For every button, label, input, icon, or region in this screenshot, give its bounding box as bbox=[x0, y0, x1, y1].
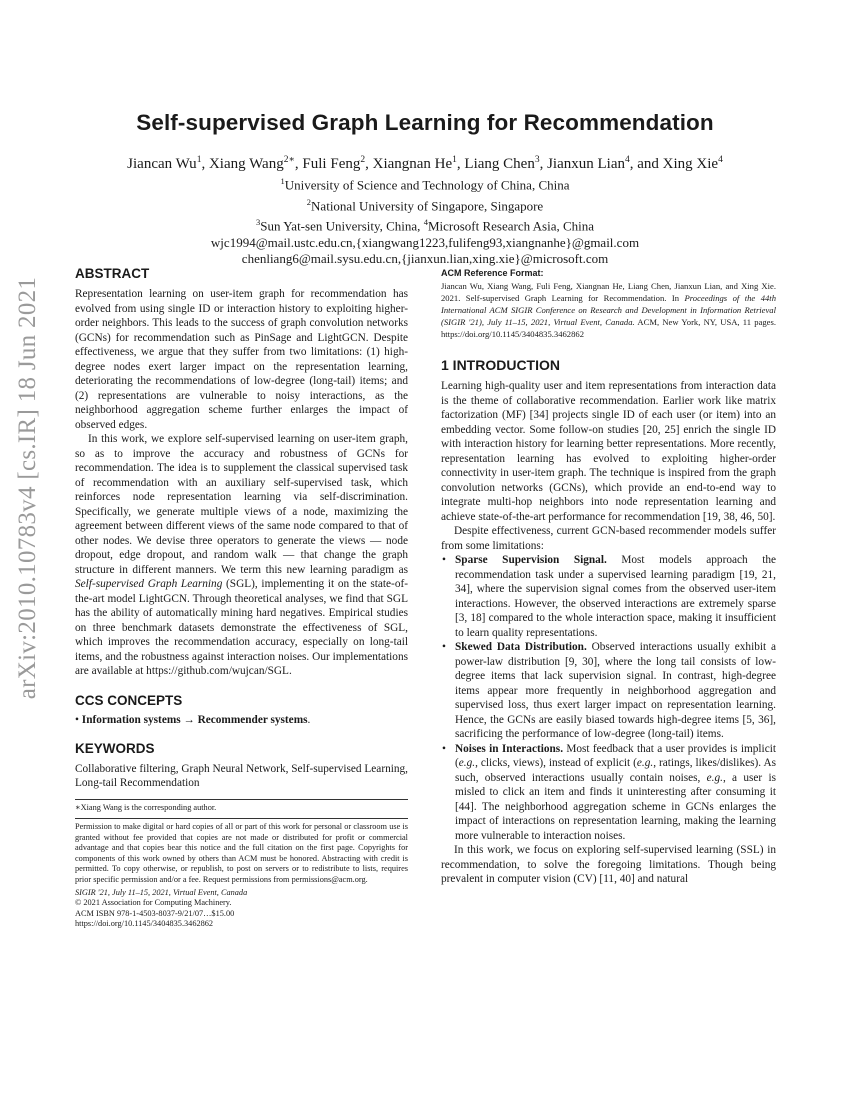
author-name: Xiang Wang bbox=[208, 156, 284, 172]
footnote-divider bbox=[75, 818, 408, 819]
author-name: Jiancan Wu bbox=[127, 156, 197, 172]
acm-reference-text: Jiancan Wu, Xiang Wang, Fuli Feng, Xiangnan He, Liang Chen, Jianxun Lian, and Xing Xie. 2021. Self-supervised Graph Learning for Recommendation. In Proceedings of the 44th International ACM SIGIR Conference on Research and Development in Information Retrieval (SIGIR '21), July 11–15, 2021, Virtual Event, Canada. ACM, New York, NY, USA, 11 pages. https://doi.org/10.1145/3404835.3462862 bbox=[441, 281, 776, 340]
ccs-concepts: • Information systems → Recommender systems. bbox=[75, 713, 311, 726]
affiliation-line: $^1$University of Science and Technology of China, China bbox=[280, 176, 570, 193]
limitations-list bbox=[441, 553, 776, 843]
author-affil-sup: 4 bbox=[718, 155, 723, 165]
list-item: • Skewed Data Distribution. Observed interactions usually exhibit a power-law distribution [9, 30], where the long tail consists of low-degree items that lack supervision signal. In contrast, high-degree items appear more frequently in neighborhood aggregation and supervised loss, thus exert larger impact on representation learning. Hence, the GCNs are easily biased towards high-degree items [5, 36], sacrificing the performance of low-degree (long-tail) items. bbox=[442, 641, 776, 741]
author-affil-sup: 1 bbox=[452, 155, 457, 165]
author-affil-sup: 1 bbox=[196, 155, 202, 165]
author-affil-sup: 3 bbox=[534, 155, 540, 165]
arxiv-stamp-text: arXiv:2010.10783v4 [cs.IR] 18 Jun 2021 bbox=[14, 276, 41, 699]
intro-paragraph: Learning high-quality user and item representations from interaction data is the theme of collaborative recommendation. Earlier work like matrix factorization (MF) [34] projects single ID of each user (or item) into an embedding vector. Some follow-on studies [20, 25] enrich the single ID with interaction history for learning better representations. More recently, representation learning has evolved to exploiting higher-order connectivity in user-item graph. The technique is inspired from the graph convolution networks (GCNs), which provide an end-to-end way to integrate multi-hop neighbors into node representation learning and achieve state-of-the-art performance for recommendation [19, 38, 46, 50]. bbox=[441, 380, 776, 523]
intro-paragraph: Despite effectiveness, current GCN-based recommender models suffer from some limitations: bbox=[441, 525, 776, 552]
right-column bbox=[441, 268, 776, 887]
author-name: Jianxun Lian bbox=[547, 156, 625, 172]
affiliation-line: $^2$National University of Singapore, Singapore bbox=[306, 196, 544, 213]
ccs-heading: CCS CONCEPTS bbox=[75, 692, 183, 708]
author-name: Xing Xie bbox=[662, 156, 719, 172]
author-name: Xiangnan He bbox=[372, 156, 453, 172]
permission-notice: Permission to make digital or hard copies of all or part of this work for personal or classroom use is granted without fee provided that copies are not made or distributed for profit or commercial advantage and that copies bear this notice and the full citation on the first page. Copyrights for components of this work owned by others than ACM must be honored. Abstracting with credit is permitted. To copy otherwise, or republish, to post on servers or to redistribute to lists, requires prior specific permission and/or a fee. Request permissions from permissions@acm.org. bbox=[75, 822, 408, 885]
abstract-paragraph: Representation learning on user-item graph for recommendation has evolved from using single ID or interaction history to exploiting higher-order neighbors. This leads to the success of graph convolution networks (GCNs) for recommendation such as PinSage and LightGCN. Despite effectiveness, we argue that they suffer from two limitations: (1) high-degree nodes exert larger impact on the representation learning, deteriorating the recommendations of low-degree (long-tail) items; and (2) representations are vulnerable to noisy interactions, as the neighborhood aggregation scheme further enlarges the impact of observed edges. bbox=[75, 288, 408, 431]
venue-line: SIGIR '21, July 11–15, 2021, Virtual Event, Canada bbox=[75, 887, 248, 897]
author-affil-sup: 2 bbox=[360, 155, 366, 165]
abstract-paragraph: In this work, we explore self-supervised learning on user-item graph, so as to improve the accuracy and robustness of GCNs for recommendation. The idea is to supplement the classical supervised task of recommendation with an auxiliary self-supervised task, which reinforces node representation learning via self-discrimination. Specifically, we generate multiple views of a node, maximizing the agreement between different views of the same node compared to that of other nodes. We devise three operators to generate the views — node dropout, edge dropout, and random walk — that change the graph structure in different manners. We term this new learning paradigm as Self-supervised Graph Learning (SGL), implementing it on the state-of-the-art model LightGCN. Through theoretical analyses, we find that SGL has the ability of automatically mining hard negatives. Empirical studies on three benchmark datasets demonstrate the effectiveness of SGL, which improves the recommendation accuracy, especially on long-tail items, and the robustness against interaction noises. Our implementations are available at https://github.com/wujcan/SGL. bbox=[75, 433, 408, 677]
introduction-heading: 1 INTRODUCTION bbox=[441, 357, 560, 374]
doi-line: https://doi.org/10.1145/3404835.3462862 bbox=[75, 919, 214, 929]
email-line: chenliang6@mail.sysu.edu.cn,{jianxun.lian,xing.xie}@microsoft.com bbox=[241, 250, 609, 266]
copyright-line: © 2021 Association for Computing Machinery. bbox=[75, 898, 232, 908]
corresponding-author-note: ∗Xiang Wang is the corresponding author. bbox=[75, 802, 217, 812]
affiliations bbox=[0, 173, 850, 267]
footnote-divider bbox=[75, 799, 408, 800]
affiliation-line: $^3$Sun Yat-sen University, China, $^4$Microsoft Research Asia, China bbox=[255, 217, 595, 234]
author-name: Liang Chen bbox=[464, 156, 535, 172]
isbn-line: ACM ISBN 978-1-4503-8037-9/21/07…$15.00 bbox=[75, 908, 235, 918]
left-column bbox=[75, 266, 408, 930]
arxiv-stamp bbox=[8, 276, 48, 699]
paper-title: Self-supervised Graph Learning for Recommendation bbox=[136, 110, 714, 135]
author-list: Jiancan Wu$^1$, Xiang Wang$^{2∗}$, Fuli Feng$^2$, Xiangnan He$^1$, Liang Chen$^3$, Jianxun Lian$^4$, and Xing Xie$^4$ bbox=[127, 155, 723, 172]
intro-paragraph: In this work, we focus on exploring self-supervised learning (SSL) in recommendation, to solve the foregoing limitations. Though being prevalent in computer vision (CV) [11, 40] and natural bbox=[441, 844, 776, 886]
author-affil-sup: 4 bbox=[624, 155, 630, 165]
author-affil-sup: 2∗ bbox=[283, 155, 295, 165]
author-name: Fuli Feng bbox=[302, 156, 361, 172]
email-line: wjc1994@mail.ustc.edu.cn,{xiangwang1223,fulifeng93,xiangnanhe}@gmail.com bbox=[210, 234, 640, 250]
list-item: • Noises in Interactions. Most feedback that a user provides is implicit (e.g., clicks, views), instead of explicit (e.g., ratings, likes/dislikes). As such, observed interactions usually contain noises, e.g., a user is misled to click an item and finds it uninteresting after consuming it [44]. The neighborhood aggregation scheme in GCNs enlarges the impact of interactions on representation learning, making the learning more vulnerable to interaction noises. bbox=[442, 742, 776, 842]
list-item: • Sparse Supervision Signal. Most models approach the recommendation task under a supervised learning paradigm [19, 21, 34], where the supervision signal comes from the observed user-item interactions. However, the observed interactions are extremely sparse [3, 18] compared to the whole interaction space, making it insufficient to learn quality representations. bbox=[442, 554, 777, 639]
keywords-heading: KEYWORDS bbox=[75, 740, 155, 756]
abstract-heading: ABSTRACT bbox=[75, 266, 150, 281]
keywords-text: Collaborative filtering, Graph Neural Network, Self-supervised Learning, Long-tail Recommendation bbox=[75, 762, 408, 789]
acm-reference-heading: ACM Reference Format: bbox=[441, 268, 544, 278]
